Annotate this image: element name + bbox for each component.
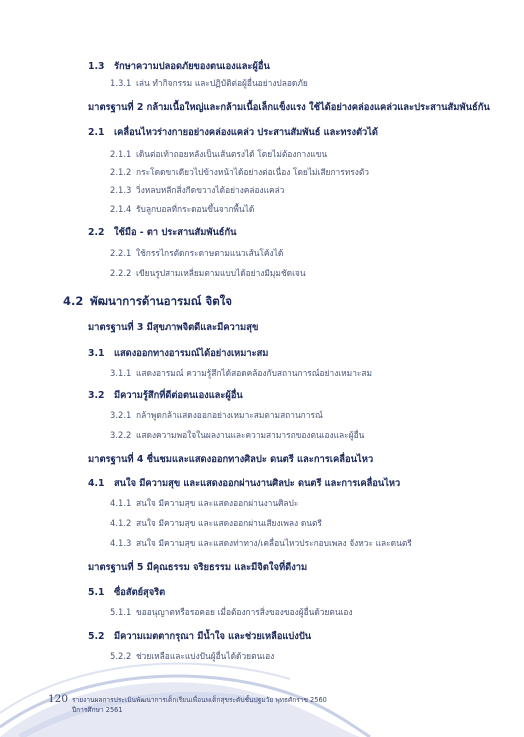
sub-indicator xyxy=(110,168,369,176)
item-number: 2.1.3 xyxy=(110,185,132,195)
sub-indicator xyxy=(110,369,372,377)
item-text: กระโดดขาเดียวไปข้างหน้าได้อย่างต่อเนื่อง โดยไม่เสียการทรงตัว xyxy=(136,167,369,177)
sub-indicator xyxy=(110,431,364,439)
page-number: 120 xyxy=(48,693,69,705)
item-number: 5.2.2 xyxy=(110,651,132,661)
item-text: แสดงอารมณ์ ความรู้สึกได้สอดคล้องกับสถานการณ์อย่างเหมาะสม xyxy=(136,368,373,378)
indicator-heading xyxy=(88,128,378,137)
item-text: เดินต่อเท้าถอยหลังเป็นเส้นตรงได้ โดยไม่ต้องกางแขน xyxy=(136,149,328,159)
item-text: พัฒนาการด้านอารมณ์ จิตใจ xyxy=(90,294,233,308)
item-number: 2.1.2 xyxy=(110,167,132,177)
item-number: 2.1 xyxy=(88,127,105,138)
sub-indicator xyxy=(110,652,274,660)
sub-indicator xyxy=(110,411,323,419)
item-number: 3.2 xyxy=(88,390,105,401)
item-text: ขออนุญาตหรือรอคอย เมื่อต้องการสิ่งของของผู้อื่นด้วยตนเอง xyxy=(136,607,353,617)
item-number: 5.2 xyxy=(88,631,105,642)
sub-indicator xyxy=(110,519,322,527)
sub-indicator xyxy=(110,249,283,257)
section-heading xyxy=(63,296,232,308)
sub-indicator xyxy=(110,186,285,194)
item-number: 2.1.1 xyxy=(110,149,132,159)
footer-year: ปีการศึกษา 2561 xyxy=(72,706,123,714)
sub-indicator xyxy=(110,79,308,87)
item-number: 3.2.2 xyxy=(110,430,132,440)
standard-heading xyxy=(88,103,490,112)
standard-heading xyxy=(88,455,373,464)
item-number: 1.3.1 xyxy=(110,78,132,88)
item-text: สนใจ มีความสุข และแสดงออกผ่านงานศิลปะ ดนตรี และการเคลื่อนไหว xyxy=(114,478,401,489)
item-text: รักษาความปลอดภัยของตนเองและผู้อื่น xyxy=(114,61,270,72)
item-text: สนใจ มีความสุข และแสดงออกผ่านเสียงเพลง ดนตรี xyxy=(136,518,322,528)
sub-indicator xyxy=(110,205,254,213)
item-text: รับลูกบอลที่กระดอนขึ้นจากพื้นได้ xyxy=(136,204,255,214)
item-text: มีความเมตตากรุณา มีน้ำใจ และช่วยเหลือแบ่งปัน xyxy=(114,631,312,642)
indicator-heading xyxy=(88,588,165,597)
item-number: 4.1 xyxy=(88,478,105,489)
item-text: มาตรฐานที่ 4 ชื่นชมและแสดงออกทางศิลปะ ดนตรี และการเคลื่อนไหว xyxy=(88,454,374,465)
item-number: 3.2.1 xyxy=(110,410,132,420)
item-text: กล้าพูดกล้าแสดงออกอย่างเหมาะสมตามสถานการณ์ xyxy=(136,410,323,420)
item-number: 4.1.2 xyxy=(110,518,132,528)
indicator-heading xyxy=(88,228,236,237)
item-text: มาตรฐานที่ 5 มีคุณธรรม จริยธรรม และมีจิตใจที่ดีงาม xyxy=(88,562,308,573)
item-number: 5.1.1 xyxy=(110,607,132,617)
item-text: เล่น ทำกิจกรรม และปฏิบัติต่อผู้อื่นอย่างปลอดภัย xyxy=(136,78,308,88)
item-number: 2.2.1 xyxy=(110,248,132,258)
item-number: 4.2 xyxy=(63,294,84,308)
item-text: วิ่งหลบหลีกสิ่งกีดขวางได้อย่างคล่องแคล่ว xyxy=(136,185,285,195)
item-number: 4.1.3 xyxy=(110,538,132,548)
sub-indicator xyxy=(110,150,327,158)
item-text: เขียนรูปสามเหลี่ยมตามแบบได้อย่างมีมุมชัดเจน xyxy=(136,268,306,278)
item-text: มาตรฐานที่ 3 มีสุขภาพจิตดีและมีความสุข xyxy=(88,322,259,333)
item-text: ซื่อสัตย์สุจริต xyxy=(114,587,166,598)
standard-heading xyxy=(88,563,307,572)
item-number: 1.3 xyxy=(88,61,105,72)
item-number: 3.1 xyxy=(88,348,105,359)
item-text: ใช้มือ - ตา ประสานสัมพันธ์กัน xyxy=(114,227,237,238)
sub-indicator xyxy=(110,269,306,277)
indicator-heading xyxy=(88,391,243,400)
item-text: ช่วยเหลือและแบ่งปันผู้อื่นได้ด้วยตนเอง xyxy=(136,651,275,661)
footer-title: รายงานผลการประเมินพัฒนาการเด็กเรียนเพื่อนพเด็กสุขระดับชั้นปฐมวัย พุทธศักราช 2560 xyxy=(72,696,327,704)
item-number: 4.1.1 xyxy=(110,498,132,508)
item-text: ใช้กรรไกรตัดกระดาษตามแนวเส้นโค้งได้ xyxy=(136,248,284,258)
indicator-heading xyxy=(88,62,270,71)
indicator-heading xyxy=(88,479,400,488)
standard-heading xyxy=(88,323,258,332)
sub-indicator xyxy=(110,499,298,507)
item-text: มีความรู้สึกที่ดีต่อตนเองและผู้อื่น xyxy=(114,390,243,401)
indicator-heading xyxy=(88,632,311,641)
item-number: 2.1.4 xyxy=(110,204,132,214)
item-number: 5.1 xyxy=(88,587,105,598)
item-number: 3.1.1 xyxy=(110,368,132,378)
item-text: แสดงออกทางอารมณ์ได้อย่างเหมาะสม xyxy=(114,348,269,359)
item-text: แสดงความพอใจในผลงานและความสามารถของตนเองและผู้อื่น xyxy=(136,430,365,440)
sub-indicator xyxy=(110,539,412,547)
item-number: 2.2.2 xyxy=(110,268,132,278)
item-text: สนใจ มีความสุข และแสดงท่าทาง/เคลื่อนไหวประกอบเพลง จังหวะ และดนตรี xyxy=(136,538,412,548)
item-text: สนใจ มีความสุข และแสดงออกผ่านงานศิลปะ xyxy=(136,498,299,508)
sub-indicator xyxy=(110,608,353,616)
indicator-heading xyxy=(88,349,268,358)
item-number: 2.2 xyxy=(88,227,105,238)
item-text: เคลื่อนไหวร่างกายอย่างคล่องแคล่ว ประสานสัมพันธ์ และทรงตัวได้ xyxy=(114,127,378,138)
item-text: มาตรฐานที่ 2 กล้ามเนื้อใหญ่และกล้ามเนื้อเล็กแข็งแรง ใช้ได้อย่างคล่องแคล่วและประสานสัมพันธ์กัน xyxy=(88,102,490,113)
